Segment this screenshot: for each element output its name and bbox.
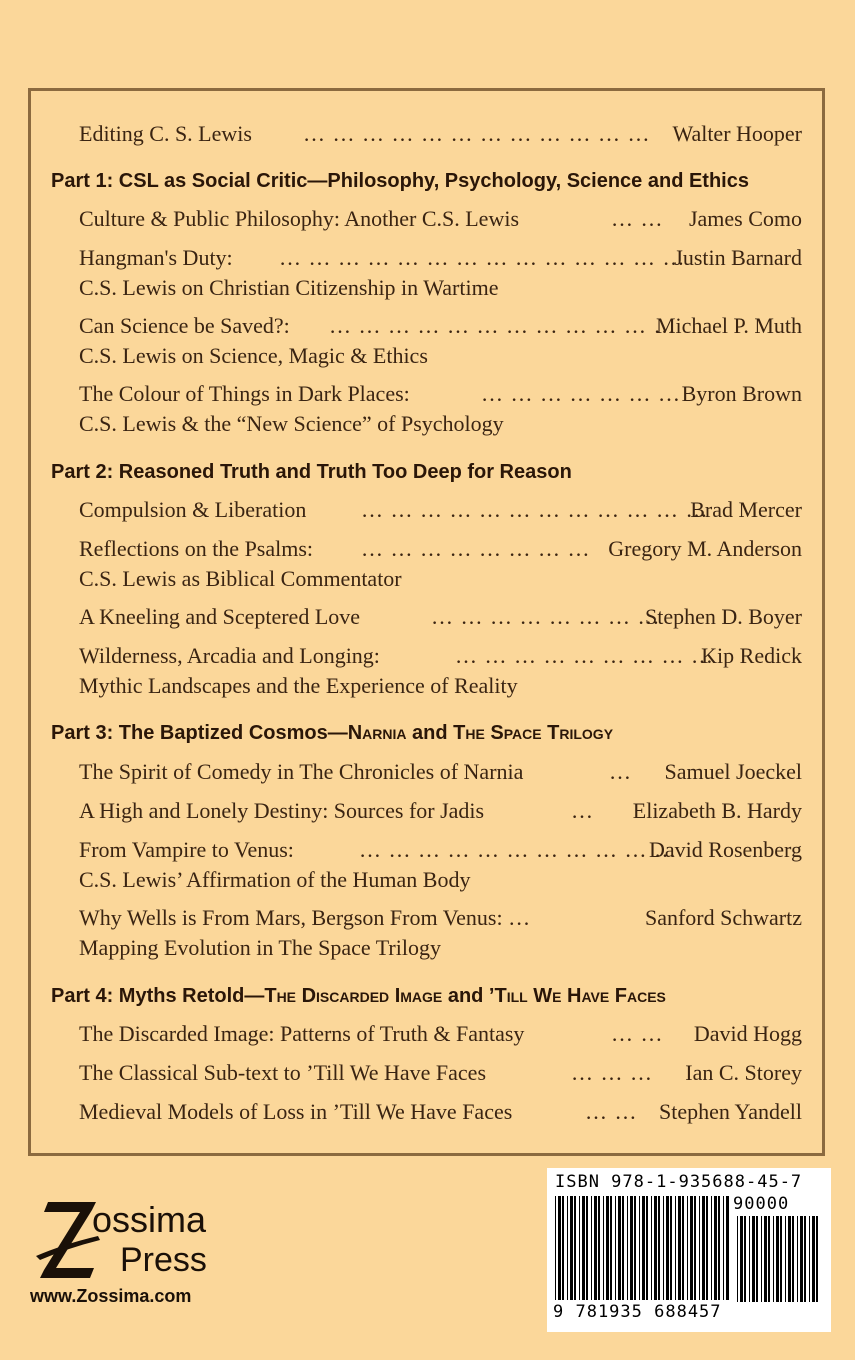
barcode-bar [740,1216,743,1302]
entry-title: From Vampire to Venus: [79,837,294,862]
barcode-bar [622,1196,624,1300]
entry-title: Can Science be Saved?: [79,313,290,338]
price-code: 90000 [733,1194,790,1214]
toc-entry [31,757,822,787]
barcode-bar [579,1196,580,1300]
toc-entry [31,1058,822,1088]
barcode-bar [694,1196,696,1300]
barcode-bar [764,1216,767,1302]
barcode-bar [646,1196,648,1300]
part-2-heading: Part 2: Reasoned Truth and Truth Too Deep for Reason [51,461,572,483]
entry-subtitle: C.S. Lewis as Biblical Commentator [79,566,402,591]
barcode-bar [591,1196,592,1300]
barcode-bar [675,1196,676,1300]
entry-leader: … … … … … … … … … … … … [361,497,709,522]
barcode-bar [598,1196,600,1300]
entry-title: A High and Lonely Destiny: Sources for Jadis [79,798,485,823]
barcode-bar [714,1196,717,1300]
publisher-name-line1: ossima [92,1199,207,1240]
barcode-bar [726,1196,729,1300]
entry-leader: … … … … … … … … … … … … [329,313,677,338]
entry-title: Wilderness, Arcadia and Longing: [79,643,380,668]
entry-title: Culture & Public Philosophy: Another C.S. Lewis [79,206,520,231]
barcode-bar [603,1196,604,1300]
barcode-bar [594,1196,597,1300]
barcode-bar [773,1216,774,1302]
entry-leader: … [609,759,632,784]
entry-author: David Rosenberg [649,837,802,862]
entry-leader: … … … [571,1060,653,1085]
barcode-bar [670,1196,672,1300]
entry-leader: … … … … … … … … … … … … … … [279,245,686,270]
entry-subtitle: C.S. Lewis on Christian Citizenship in Wartime [79,275,499,300]
entry-leader: … … [611,1021,664,1046]
barcode-bar [816,1216,818,1302]
barcode-bar [744,1216,746,1302]
entry-title: The Spirit of Comedy in The Chronicles of Narnia [79,759,524,784]
entry-author: Stephen Yandell [659,1099,802,1124]
toc-entry [31,534,822,564]
barcode-bar [800,1216,803,1302]
barcode-bar [711,1196,712,1300]
barcode-bar [706,1196,708,1300]
barcode-bar [702,1196,705,1300]
barcode-bar [606,1196,609,1300]
barcode-bar [642,1196,645,1300]
entry-title: Editing C. S. Lewis [79,121,252,146]
barcode-digits: 9 781935 688457 [553,1302,722,1322]
entry-author: Walter Hooper [672,121,802,146]
entry-author: David Hogg [693,1021,802,1046]
toc-entry [31,1019,822,1049]
barcode-bar [574,1196,576,1300]
publisher-logo [28,1196,258,1316]
entry-subtitle: C.S. Lewis & the “New Science” of Psychology [79,411,504,436]
entry-author: Samuel Joeckel [664,759,802,784]
barcode-bar [749,1216,750,1302]
toc-entry [31,903,822,933]
entry-subtitle: C.S. Lewis’ Affirmation of the Human Body [79,867,471,892]
barcode-bar [663,1196,664,1300]
entry-leader: … … … … … … … … … [455,643,714,668]
barcode-bar [639,1196,640,1300]
barcode-bar [582,1196,585,1300]
entry-title: Why Wells is From Mars, Bergson From Venus: … [79,905,531,930]
entry-author: Gregory M. Anderson [608,536,802,561]
barcode-bar [752,1216,755,1302]
entry-title: Medieval Models of Loss in ’Till We Have Faces [79,1099,513,1124]
barcode-bar [687,1196,688,1300]
toc-entry [31,796,822,826]
entry-author: Elizabeth B. Hardy [632,798,802,823]
publisher-url: www.Zossima.com [30,1286,192,1306]
barcode-bar [737,1216,738,1302]
toc-entry-intro [31,119,822,149]
barcode-bar [666,1196,669,1300]
toc-entry [31,602,822,632]
barcode-bar [555,1196,556,1300]
entry-leader: … … … … … … … … … … … … [303,121,651,146]
barcode-bar [658,1196,660,1300]
barcode-bar [651,1196,652,1300]
isbn-barcode [547,1168,831,1332]
toc-entry [31,243,822,273]
barcode-bar [618,1196,621,1300]
barcode-bars-addon [737,1216,823,1302]
barcode-bar [682,1196,684,1300]
barcode-bar [804,1216,806,1302]
toc-entry [31,311,822,341]
entry-author: Sanford Schwartz [644,905,802,930]
barcode-bar [756,1216,758,1302]
barcode-bar [809,1216,810,1302]
entry-title: Reflections on the Psalms: [79,536,314,561]
toc-entry [31,835,822,865]
barcode-bar [570,1196,573,1300]
barcode-bar [776,1216,779,1302]
entry-title: The Classical Sub-text to ’Till We Have Faces [79,1060,486,1085]
barcode-bar [788,1216,791,1302]
publisher-name-line2: Press [120,1241,207,1279]
barcode-bar [610,1196,612,1300]
entry-author: Byron Brown [681,381,802,406]
barcode-bar [768,1216,770,1302]
barcode-bar [718,1196,720,1300]
isbn-number: ISBN 978-1-935688-45-7 [555,1172,803,1192]
barcode-bar [761,1216,762,1302]
toc-entry [31,204,822,234]
entry-leader: … … … … … … … … [361,536,591,561]
barcode-bar [586,1196,588,1300]
barcode-bar [780,1216,782,1302]
barcode-bar [654,1196,657,1300]
barcode-bar [615,1196,616,1300]
entry-title: Compulsion & Liberation [79,497,307,522]
entry-title: The Discarded Image: Patterns of Truth & Fantasy [79,1021,525,1046]
part-3-heading: Part 3: The Baptized Cosmos—Narnia and The Space Trilogy [51,722,614,744]
entry-author: Brad Mercer [690,497,802,522]
entry-leader: … [571,798,594,823]
entry-author: Michael P. Muth [655,313,802,338]
entry-subtitle: Mapping Evolution in The Space Trilogy [79,935,441,960]
barcode-bar [678,1196,681,1300]
part-1-heading: Part 1: CSL as Social Critic—Philosophy, Psychology, Science and Ethics [51,170,749,192]
barcode-bar [699,1196,700,1300]
entry-author: Ian C. Storey [685,1060,802,1085]
barcode-bar [558,1196,561,1300]
barcode-bar [567,1196,568,1300]
barcode-bar [562,1196,564,1300]
barcode-bar [792,1216,794,1302]
entry-subtitle: C.S. Lewis on Science, Magic & Ethics [79,343,428,368]
entry-leader: … … … … … … … … [431,604,661,629]
barcode-bar [812,1216,815,1302]
barcode-bar [630,1196,633,1300]
barcode-bar [797,1216,798,1302]
entry-author: Justin Barnard [674,245,802,270]
barcode-bar [723,1196,724,1300]
part-4-heading: Part 4: Myths Retold—The Discarded Image and ’Till We Have Faces [51,985,666,1007]
entry-leader: … … [585,1099,638,1124]
toc-entry [31,1097,822,1127]
toc-entry [31,379,822,409]
entry-author: Stephen D. Boyer [644,604,802,629]
toc-entry [31,495,822,525]
entry-leader: … … … … … … … … … … … [359,837,677,862]
entry-author: Kip Redick [701,643,802,668]
entry-title: Hangman's Duty: [79,245,233,270]
entry-leader: … … … … … … … [481,381,681,406]
entry-author: James Como [688,206,802,231]
table-of-contents [28,88,825,1156]
entry-leader: … … [611,206,664,231]
barcode-bars-main [555,1196,729,1300]
toc-entry [31,641,822,671]
barcode-bar [690,1196,693,1300]
barcode-bar [785,1216,786,1302]
entry-subtitle: Mythic Landscapes and the Experience of Reality [79,673,518,698]
entry-title: A Kneeling and Sceptered Love [79,604,361,629]
barcode-bar [627,1196,628,1300]
entry-title: The Colour of Things in Dark Places: [79,381,410,406]
barcode-bar [634,1196,636,1300]
